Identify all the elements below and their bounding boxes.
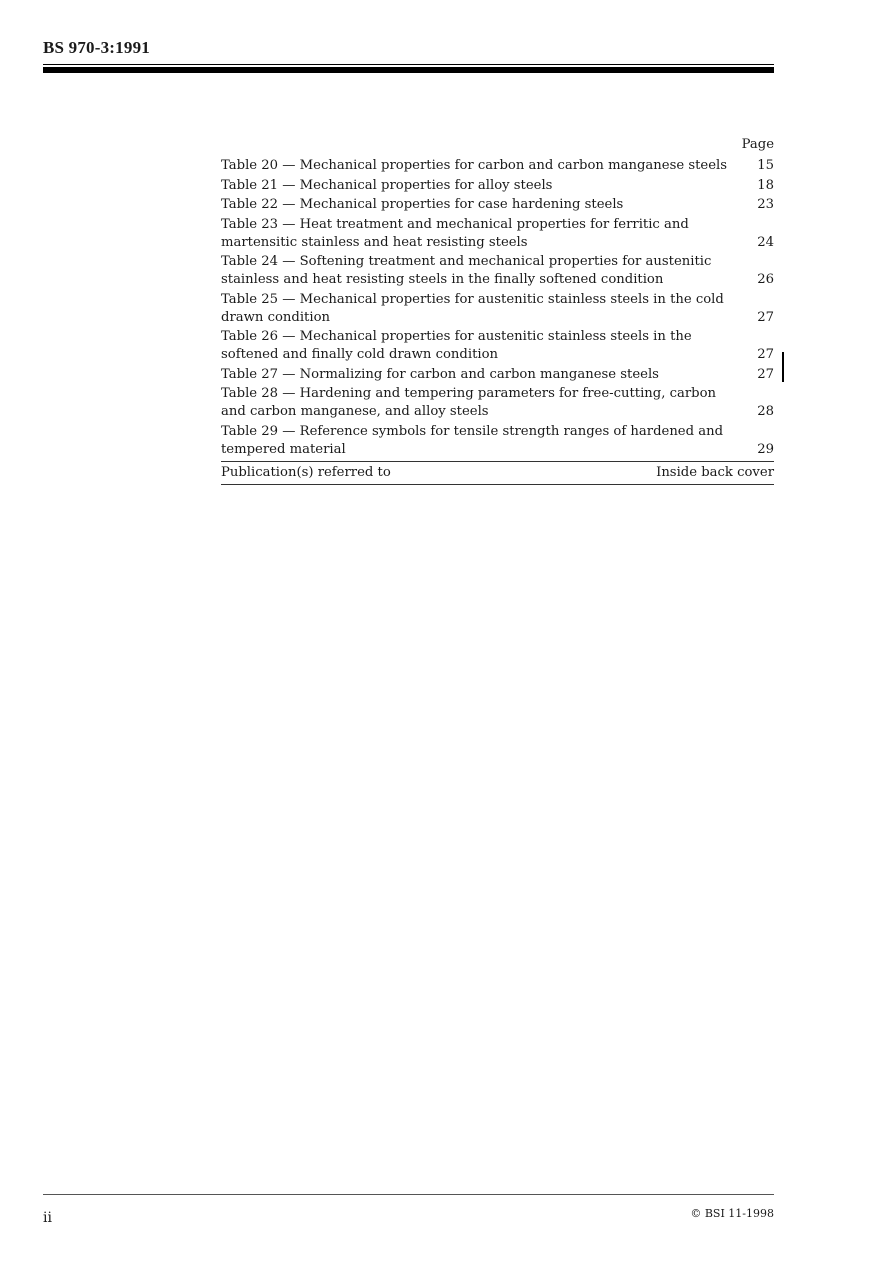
- page-column-heading: Page: [741, 137, 774, 152]
- toc-entry-title: Table 21 — Mechanical properties for alloy steels: [221, 177, 553, 193]
- toc-entry-title: Table 29 — Reference symbols for tensile strength ranges of hardened and tempered material: [221, 423, 724, 457]
- document-id: BS 970-3:1991: [43, 38, 150, 57]
- toc-entry-table-23[interactable]: [221, 216, 774, 252]
- footer-rule: [43, 1194, 774, 1195]
- toc-entry-table-24[interactable]: [221, 253, 774, 289]
- toc-entry-page: 28: [757, 404, 774, 419]
- header-rule-thick: [43, 67, 774, 73]
- publications-page: Inside back cover: [656, 464, 774, 480]
- toc-entry-table-27[interactable]: [221, 366, 774, 384]
- revision-change-bar: [782, 352, 784, 382]
- toc-entry-page: 29: [757, 441, 774, 457]
- toc-entry-table-25[interactable]: [221, 291, 774, 327]
- toc-entry-table-20[interactable]: [221, 157, 774, 175]
- toc-entry-page: 26: [757, 272, 774, 287]
- header-rule-thin: [43, 64, 774, 65]
- toc-entry-publications[interactable]: [221, 461, 774, 485]
- toc-entry-title: Table 23 — Heat treatment and mechanical properties for ferritic and martensitic stainless and heat resisting steels: [221, 216, 689, 250]
- toc-entry-title: Table 24 — Softening treatment and mechanical properties for austenitic stainless and heat resisting steels in the finally softened condition: [221, 254, 712, 287]
- toc-entry-title: Table 27 — Normalizing for carbon and carbon manganese steels: [221, 366, 659, 382]
- toc-entry-title: Table 20 — Mechanical properties for carbon and carbon manganese steels: [221, 158, 728, 173]
- toc-entry-page: 23: [757, 197, 774, 212]
- toc-entry-page: 27: [757, 309, 774, 325]
- publications-title: Publication(s) referred to: [221, 464, 391, 480]
- toc-entry-title: Table 22 — Mechanical properties for case hardening steels: [221, 197, 624, 212]
- toc-entry-title: Table 26 — Mechanical properties for austenitic stainless steels in the softened and finally cold drawn condition: [221, 329, 692, 362]
- copyright-notice: © BSI 11-1998: [690, 1207, 774, 1220]
- toc-entry-page: 27: [757, 366, 774, 382]
- toc-entry-page: 18: [757, 177, 774, 193]
- toc-entry-table-29[interactable]: [221, 423, 774, 459]
- toc-entry-table-22[interactable]: [221, 196, 774, 214]
- toc-entry-page: 15: [757, 158, 774, 173]
- toc-entry-page: 24: [757, 234, 774, 250]
- toc-entry-title: Table 25 — Mechanical properties for austenitic stainless steels in the cold drawn condition: [221, 291, 724, 325]
- table-of-contents: [221, 136, 774, 485]
- toc-entry-table-28[interactable]: [221, 385, 774, 421]
- page-number: ii: [43, 1210, 52, 1226]
- toc-entry-table-26[interactable]: [221, 328, 774, 364]
- toc-entry-table-21[interactable]: [221, 177, 774, 195]
- toc-entry-title: Table 28 — Hardening and tempering parameters for free-cutting, carbon and carbon manganese, and alloy steels: [221, 386, 717, 419]
- toc-entry-page: 27: [757, 347, 774, 362]
